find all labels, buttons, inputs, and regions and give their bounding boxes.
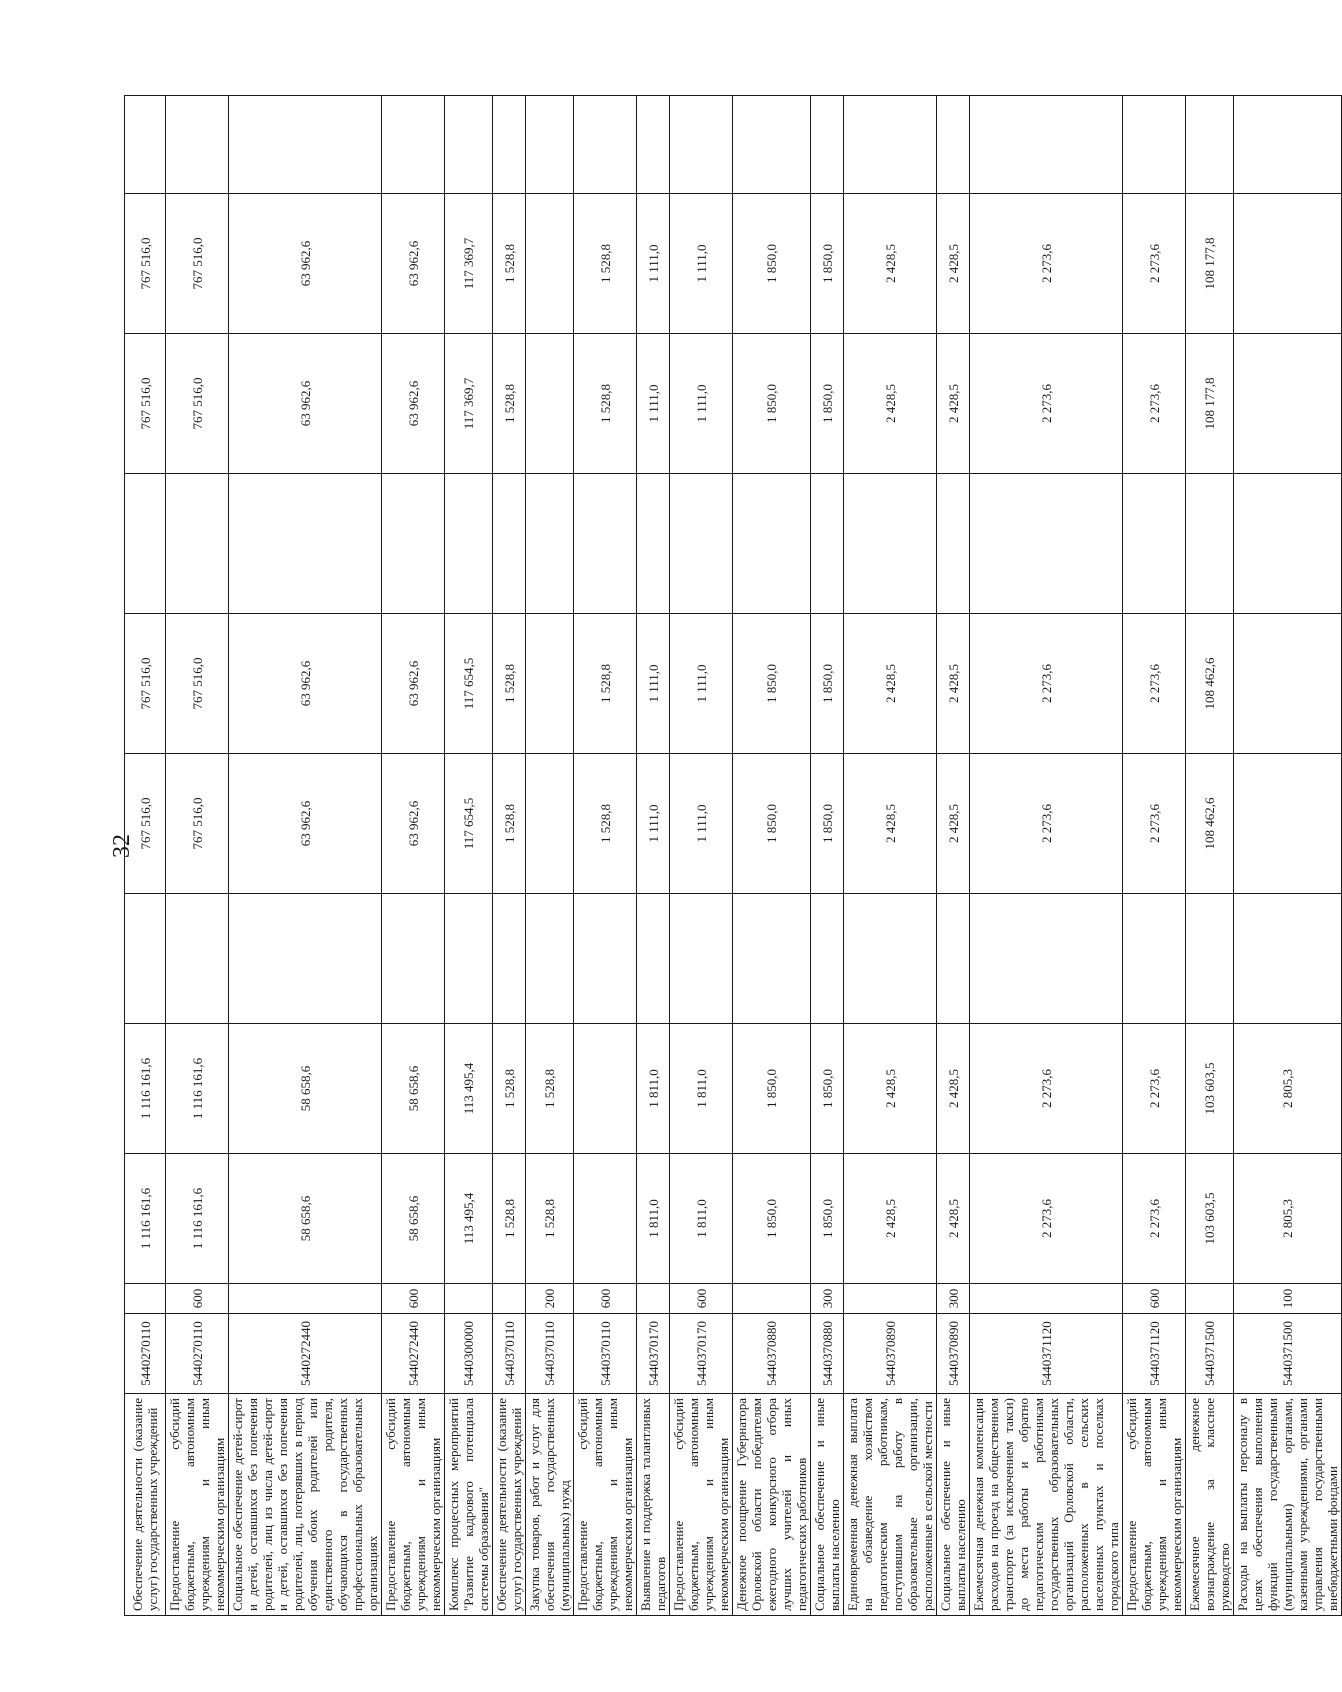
row-code: 5440371500 <box>1234 1314 1342 1394</box>
row-value-4: 767 516,0 <box>125 754 166 894</box>
row-value-5: 1 528,8 <box>574 614 637 754</box>
table-row <box>670 96 733 1616</box>
row-code: 5440371120 <box>1123 1314 1186 1394</box>
table-row <box>445 96 493 1616</box>
row-value-5 <box>1234 614 1342 754</box>
row-value-7: 2 273,6 <box>1123 334 1186 474</box>
row-expense-type <box>229 1284 382 1314</box>
row-value-4: 1 528,8 <box>574 754 637 894</box>
row-value-1: 58 658,6 <box>229 1154 382 1284</box>
row-value-6 <box>125 474 166 614</box>
row-value-2: 1 116 161,6 <box>125 1024 166 1154</box>
row-value-6 <box>229 474 382 614</box>
row-value-7: 2 428,5 <box>844 334 937 474</box>
row-name: Предоставление субсидий бюджетным, автономным учреждениям и иным некоммерческим организациям <box>1123 1394 1186 1616</box>
row-code: 5440370890 <box>844 1314 937 1394</box>
row-value-5: 1 528,8 <box>493 614 526 754</box>
row-value-3 <box>670 894 733 1024</box>
row-value-8 <box>526 194 574 334</box>
row-value-7: 1 111,0 <box>670 334 733 474</box>
row-value-7: 1 850,0 <box>811 334 844 474</box>
row-value-6 <box>670 474 733 614</box>
row-value-9 <box>125 96 166 194</box>
row-value-2: 103 603,5 <box>1186 1024 1234 1154</box>
row-value-9 <box>637 96 670 194</box>
row-value-2: 58 658,6 <box>382 1024 445 1154</box>
row-value-8: 1 850,0 <box>811 194 844 334</box>
row-value-7: 2 273,6 <box>970 334 1123 474</box>
row-value-5: 2 273,6 <box>970 614 1123 754</box>
table-row <box>844 96 937 1616</box>
row-value-4: 2 273,6 <box>970 754 1123 894</box>
row-expense-type: 600 <box>670 1284 733 1314</box>
row-value-3 <box>526 894 574 1024</box>
row-expense-type: 600 <box>1123 1284 1186 1314</box>
row-value-6 <box>382 474 445 614</box>
table-row <box>733 96 811 1616</box>
row-value-4: 63 962,6 <box>229 754 382 894</box>
row-code: 5440370170 <box>670 1314 733 1394</box>
row-code: 5440270110 <box>166 1314 229 1394</box>
row-value-8: 2 428,5 <box>937 194 970 334</box>
row-value-4: 108 462,6 <box>1186 754 1234 894</box>
rotated-table-container <box>124 96 1340 1616</box>
row-code: 5440370110 <box>526 1314 574 1394</box>
row-value-4: 1 111,0 <box>637 754 670 894</box>
row-value-3 <box>844 894 937 1024</box>
row-value-4: 1 850,0 <box>733 754 811 894</box>
row-code: 5440370170 <box>637 1314 670 1394</box>
row-value-9 <box>1123 96 1186 194</box>
row-name: Расходы на выплаты персоналу в целях обеспечения выполнения функций государственными (муниципальными) органами, казенными учреждениями, органами управления государственными внебюджетными фондами <box>1234 1394 1342 1616</box>
row-value-4 <box>526 754 574 894</box>
row-value-1: 2 428,5 <box>937 1154 970 1284</box>
row-value-9 <box>1186 96 1234 194</box>
row-name: Обеспечение деятельности (оказание услуг) государственных учреждений <box>125 1394 166 1616</box>
row-code: 5440370880 <box>733 1314 811 1394</box>
row-value-9 <box>937 96 970 194</box>
row-expense-type <box>445 1284 493 1314</box>
table-row <box>166 96 229 1616</box>
row-value-2: 1 850,0 <box>733 1024 811 1154</box>
row-value-6 <box>445 474 493 614</box>
row-code: 5440370110 <box>493 1314 526 1394</box>
row-value-2: 1 116 161,6 <box>166 1024 229 1154</box>
row-expense-type <box>637 1284 670 1314</box>
row-value-4: 117 654,5 <box>445 754 493 894</box>
row-value-3 <box>637 894 670 1024</box>
row-value-4: 767 516,0 <box>166 754 229 894</box>
row-expense-type: 600 <box>166 1284 229 1314</box>
table-row <box>382 96 445 1616</box>
row-value-9 <box>166 96 229 194</box>
table-row <box>937 96 970 1616</box>
row-value-9 <box>493 96 526 194</box>
row-value-3 <box>574 894 637 1024</box>
row-value-6 <box>937 474 970 614</box>
row-value-6 <box>637 474 670 614</box>
row-value-9 <box>1234 96 1342 194</box>
row-value-1: 1 850,0 <box>733 1154 811 1284</box>
row-value-5 <box>526 614 574 754</box>
row-value-7: 2 428,5 <box>937 334 970 474</box>
row-value-2: 2 273,6 <box>1123 1024 1186 1154</box>
row-value-7 <box>1234 334 1342 474</box>
row-code: 5440371500 <box>1186 1314 1234 1394</box>
row-value-4: 1 850,0 <box>811 754 844 894</box>
row-value-3 <box>1186 894 1234 1024</box>
row-value-2: 2 428,5 <box>937 1024 970 1154</box>
row-value-9 <box>970 96 1123 194</box>
row-value-1: 113 495,4 <box>445 1154 493 1284</box>
row-expense-type <box>493 1284 526 1314</box>
row-expense-type: 200 <box>526 1284 574 1314</box>
row-value-6 <box>1186 474 1234 614</box>
table-row <box>1186 96 1234 1616</box>
row-value-9 <box>670 96 733 194</box>
table-row <box>1123 96 1186 1616</box>
row-value-1: 1 811,0 <box>637 1154 670 1284</box>
row-value-7: 108 177,8 <box>1186 334 1234 474</box>
row-value-8: 108 177,8 <box>1186 194 1234 334</box>
row-name: Социальное обеспечение и иные выплаты населению <box>811 1394 844 1616</box>
table-row <box>637 96 670 1616</box>
row-value-9 <box>526 96 574 194</box>
row-value-5: 63 962,6 <box>229 614 382 754</box>
row-expense-type: 600 <box>574 1284 637 1314</box>
row-name: Ежемесячное денежное вознаграждение за классное руководство <box>1186 1394 1234 1616</box>
row-value-4: 2 273,6 <box>1123 754 1186 894</box>
row-value-8: 1 850,0 <box>733 194 811 334</box>
row-value-8 <box>1234 194 1342 334</box>
row-value-3 <box>733 894 811 1024</box>
row-name: Ежемесячная денежная компенсация расходов на проезд на общественном транспорте (за исключением такси) до места работы и обратно педагогическим работникам государственных образовательных организаций Орловской области, расположенных в сельских населенных пунктах и поселках городского типа <box>970 1394 1123 1616</box>
row-value-6 <box>970 474 1123 614</box>
row-value-1: 2 273,6 <box>970 1154 1123 1284</box>
row-value-4: 2 428,5 <box>844 754 937 894</box>
row-value-1: 1 850,0 <box>811 1154 844 1284</box>
row-value-7: 767 516,0 <box>125 334 166 474</box>
row-code: 5440270110 <box>125 1314 166 1394</box>
row-value-4 <box>1234 754 1342 894</box>
row-expense-type: 600 <box>382 1284 445 1314</box>
row-value-2: 2 805,3 <box>1234 1024 1342 1154</box>
row-name: Предоставление субсидий бюджетным, автономным учреждениям и иным некоммерческим организациям <box>670 1394 733 1616</box>
row-value-1 <box>574 1154 637 1284</box>
row-value-2: 1 850,0 <box>811 1024 844 1154</box>
row-value-6 <box>1234 474 1342 614</box>
row-value-9 <box>382 96 445 194</box>
row-name: Предоставление субсидий бюджетным, автономным учреждениям и иным некоммерческим организациям <box>574 1394 637 1616</box>
table-row <box>811 96 844 1616</box>
row-value-5: 2 428,5 <box>937 614 970 754</box>
row-value-2: 113 495,4 <box>445 1024 493 1154</box>
row-name: Выявление и поддержка талантливых педагогов <box>637 1394 670 1616</box>
row-code: 5440370880 <box>811 1314 844 1394</box>
row-value-9 <box>445 96 493 194</box>
row-value-2: 1 528,8 <box>526 1024 574 1154</box>
row-value-8: 2 428,5 <box>844 194 937 334</box>
row-expense-type <box>970 1284 1123 1314</box>
row-name: Комплекс процессных мероприятий "Развитие кадрового потенциала системы образования" <box>445 1394 493 1616</box>
row-value-8: 2 273,6 <box>970 194 1123 334</box>
row-name: Социальное обеспечение детей-сирот и детей, оставшихся без попечения родителей, лиц из числа детей-сирот и детей, оставшихся без попечения родителей, лиц, потерявших в период обучения обоих родителей или единственного родителя, обучающихся в государственных профессиональных образовательных организациях <box>229 1394 382 1616</box>
row-code: 5440370890 <box>937 1314 970 1394</box>
row-value-1: 2 805,3 <box>1234 1154 1342 1284</box>
row-value-7: 1 850,0 <box>733 334 811 474</box>
row-value-4: 1 528,8 <box>493 754 526 894</box>
row-value-5: 767 516,0 <box>166 614 229 754</box>
table-row <box>229 96 382 1616</box>
row-value-3 <box>445 894 493 1024</box>
row-value-7: 1 528,8 <box>493 334 526 474</box>
row-value-3 <box>125 894 166 1024</box>
row-value-5: 1 111,0 <box>670 614 733 754</box>
row-name: Предоставление субсидий бюджетным, автономным учреждениям и иным некоммерческим организациям <box>382 1394 445 1616</box>
row-value-8: 2 273,6 <box>1123 194 1186 334</box>
row-value-3 <box>382 894 445 1024</box>
row-expense-type: 100 <box>1234 1284 1342 1314</box>
row-value-9 <box>229 96 382 194</box>
row-name: Обеспечение деятельности (оказание услуг) государственных учреждений <box>493 1394 526 1616</box>
row-expense-type <box>733 1284 811 1314</box>
row-value-8: 767 516,0 <box>125 194 166 334</box>
row-value-5: 767 516,0 <box>125 614 166 754</box>
row-value-1: 1 116 161,6 <box>166 1154 229 1284</box>
row-value-1: 1 811,0 <box>670 1154 733 1284</box>
row-value-3 <box>1123 894 1186 1024</box>
row-value-2: 1 528,8 <box>493 1024 526 1154</box>
row-value-8: 1 111,0 <box>670 194 733 334</box>
row-value-8: 1 528,8 <box>574 194 637 334</box>
row-value-6 <box>166 474 229 614</box>
row-value-1: 1 116 161,6 <box>125 1154 166 1284</box>
table-row <box>970 96 1123 1616</box>
row-value-1: 2 273,6 <box>1123 1154 1186 1284</box>
row-value-8: 63 962,6 <box>229 194 382 334</box>
row-name: Предоставление субсидий бюджетным, автономным учреждениям и иным некоммерческим организациям <box>166 1394 229 1616</box>
row-value-8: 117 369,7 <box>445 194 493 334</box>
row-value-5: 2 273,6 <box>1123 614 1186 754</box>
row-value-6 <box>526 474 574 614</box>
row-value-7 <box>526 334 574 474</box>
row-value-8: 1 111,0 <box>637 194 670 334</box>
row-value-9 <box>844 96 937 194</box>
row-value-6 <box>844 474 937 614</box>
table-row <box>125 96 166 1616</box>
row-value-5: 2 428,5 <box>844 614 937 754</box>
row-name: Денежное поощрение Губернатора Орловской области победителям ежегодного конкурсного отбора лучших учителей и иных педагогических работников <box>733 1394 811 1616</box>
row-value-7: 63 962,6 <box>229 334 382 474</box>
row-value-4: 63 962,6 <box>382 754 445 894</box>
row-code: 5440272440 <box>229 1314 382 1394</box>
row-value-3 <box>493 894 526 1024</box>
row-code: 5440370110 <box>574 1314 637 1394</box>
row-value-2 <box>574 1024 637 1154</box>
row-value-7: 1 111,0 <box>637 334 670 474</box>
row-value-4: 1 111,0 <box>670 754 733 894</box>
row-code: 5440272440 <box>382 1314 445 1394</box>
row-value-5: 108 462,6 <box>1186 614 1234 754</box>
row-value-5: 1 850,0 <box>811 614 844 754</box>
row-value-3 <box>1234 894 1342 1024</box>
row-value-2: 1 811,0 <box>670 1024 733 1154</box>
row-value-2: 58 658,6 <box>229 1024 382 1154</box>
row-value-7: 117 369,7 <box>445 334 493 474</box>
row-expense-type <box>844 1284 937 1314</box>
table-row <box>574 96 637 1616</box>
row-name: Единовременная денежная выплата на обзаведение хозяйством педагогическим работникам, поступившим на работу в образовательные организации, расположенные в сельской местности <box>844 1394 937 1616</box>
row-value-7: 767 516,0 <box>166 334 229 474</box>
row-value-5: 1 111,0 <box>637 614 670 754</box>
row-value-6 <box>1123 474 1186 614</box>
row-name: Социальное обеспечение и иные выплаты населению <box>937 1394 970 1616</box>
row-value-2: 2 428,5 <box>844 1024 937 1154</box>
table-row <box>1234 96 1342 1616</box>
row-value-3 <box>229 894 382 1024</box>
row-value-8: 63 962,6 <box>382 194 445 334</box>
row-value-9 <box>733 96 811 194</box>
row-value-8: 767 516,0 <box>166 194 229 334</box>
budget-table <box>124 95 1342 1616</box>
row-value-9 <box>574 96 637 194</box>
row-value-5: 63 962,6 <box>382 614 445 754</box>
row-value-9 <box>811 96 844 194</box>
row-value-3 <box>811 894 844 1024</box>
row-value-1: 2 428,5 <box>844 1154 937 1284</box>
row-expense-type: 300 <box>811 1284 844 1314</box>
row-value-6 <box>493 474 526 614</box>
row-value-3 <box>937 894 970 1024</box>
row-value-7: 1 528,8 <box>574 334 637 474</box>
row-value-1: 58 658,6 <box>382 1154 445 1284</box>
table-row <box>493 96 526 1616</box>
row-expense-type <box>125 1284 166 1314</box>
row-expense-type: 300 <box>937 1284 970 1314</box>
row-code: 5440300000 <box>445 1314 493 1394</box>
row-value-6 <box>811 474 844 614</box>
row-value-2: 2 273,6 <box>970 1024 1123 1154</box>
table-row <box>526 96 574 1616</box>
row-value-1: 1 528,8 <box>493 1154 526 1284</box>
row-value-4: 2 428,5 <box>937 754 970 894</box>
row-value-3 <box>970 894 1123 1024</box>
row-value-7: 63 962,6 <box>382 334 445 474</box>
row-name: Закупка товаров, работ и услуг для обеспечения государственных (муниципальных) нужд <box>526 1394 574 1616</box>
row-value-8: 1 528,8 <box>493 194 526 334</box>
row-value-6 <box>574 474 637 614</box>
row-expense-type <box>1186 1284 1234 1314</box>
row-value-5: 117 654,5 <box>445 614 493 754</box>
page-number: 32 <box>109 834 135 858</box>
row-value-6 <box>733 474 811 614</box>
row-value-1: 1 528,8 <box>526 1154 574 1284</box>
row-value-5: 1 850,0 <box>733 614 811 754</box>
row-value-2: 1 811,0 <box>637 1024 670 1154</box>
table-body <box>125 96 1342 1616</box>
row-code: 5440371120 <box>970 1314 1123 1394</box>
row-value-3 <box>166 894 229 1024</box>
row-value-1: 103 603,5 <box>1186 1154 1234 1284</box>
